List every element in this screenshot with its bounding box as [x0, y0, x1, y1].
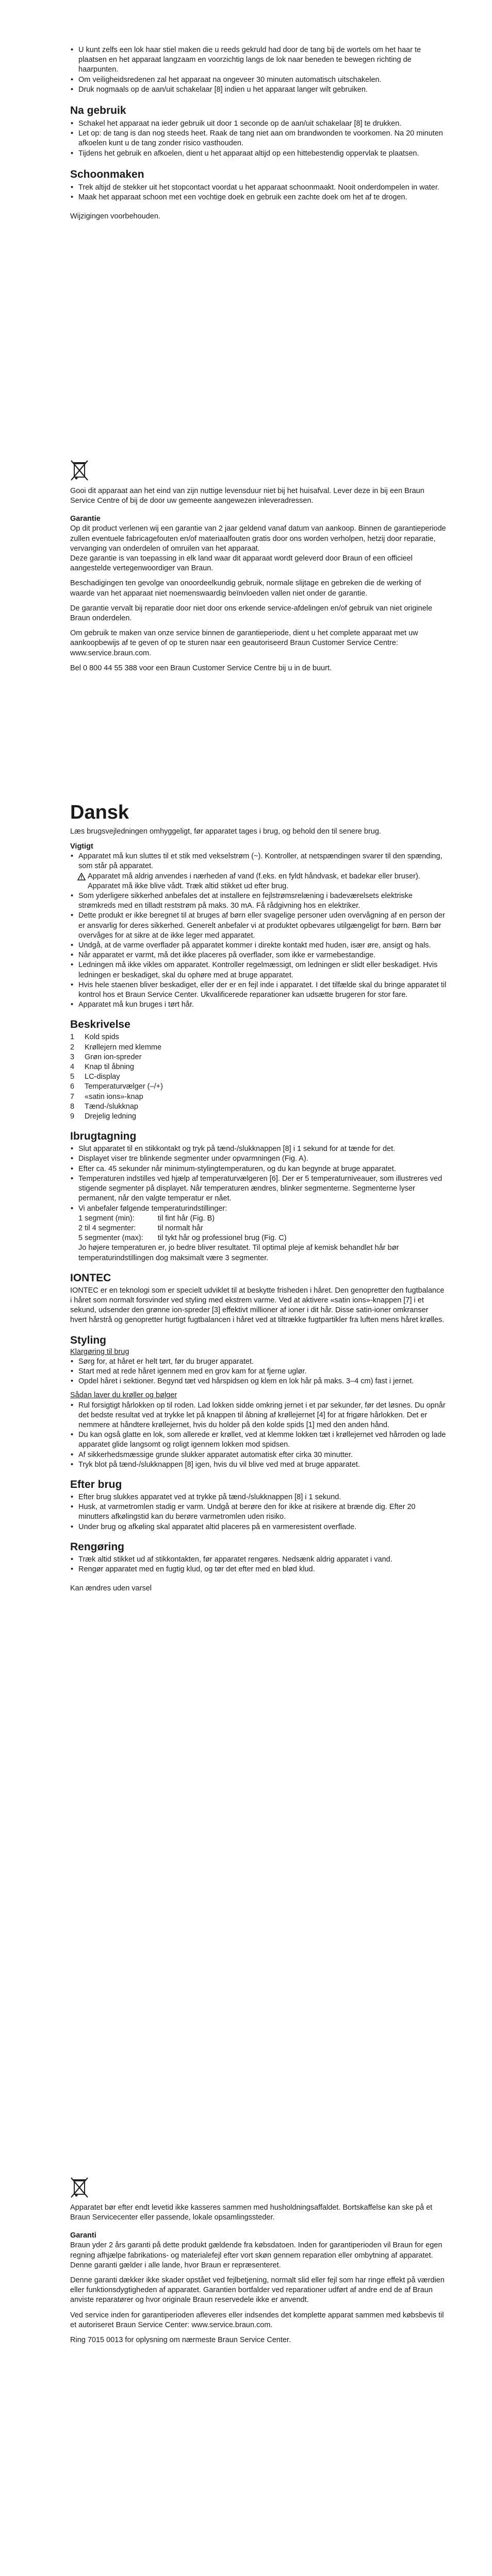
list-item: • Undgå, at de varme overflader på apparatet kommer i direkte kontakt med huden, især øre, ansigt og hals.	[70, 941, 447, 951]
list-item: • Trek altijd de stekker uit het stopcontact voordat u het apparaat schoonmaakt. Nooit onderdompelen in water.	[70, 183, 447, 193]
warranty-heading: Garantie	[70, 515, 101, 523]
table-row: 1 Kold spids	[70, 1033, 119, 1042]
warranty-paragraph: Denne garanti dækker ikke skader opstået ved fejlbetjening, normalt slid eller fejl som har ringe effekt på værdien eller funktionsdygtigheden af apparatet. Garantien bortfalder ved reparationer udført af andre end de af Braun anviste reparatører og hvor originale Braun reservedele ikke er anvendt.	[70, 2276, 445, 2304]
list-item: • Apparatet må kun bruges i tørt hår.	[70, 1000, 447, 1010]
table-row: 7 «satin ions»-knap	[70, 1092, 143, 1101]
list-item: • Efter ca. 45 sekunder når minimum-stylingtemperaturen, og du kan begynde at bruge apparatet.	[70, 1164, 447, 1174]
nl-schoonmaken-list	[70, 183, 447, 202]
list-item: • Træk altid stikket ud af stikkontakten, før apparatet rengøres. Nedsænk aldrig apparatet i vand.	[70, 1555, 447, 1565]
table-row: 8 Tænd-/slukknap	[70, 1102, 138, 1111]
list-item: • Opdel håret i sektioner. Begynd tæt ved hårspidsen og klem en lok hår på maks. 3–4 cm) fast i jernet.	[70, 1377, 447, 1386]
table-row: 2 til 4 segmenter: til normalt hår	[78, 1224, 203, 1232]
table-row: 1 segment (min): til fint hår (Fig. B)	[78, 1214, 215, 1223]
language-title-dansk: Dansk	[70, 802, 129, 823]
list-item: • Schakel het apparaat na ieder gebruik uit door 1 seconde op de aan/uit schakelaar [8] te drukken.	[70, 119, 447, 129]
list-item: • Rul forsigtigt hårlokken op til roden. Lad lokken sidde omkring jernet i et par sekunder, før det løsnes. Du opnår det bedste resultat ved at trykke let på knappen til åbning af krøllejernet [4] for at frigøre hårlokken. Det er nemmere at håndtere krøllejernet, hvis du holder på den kolde spids [1] med den anden hånd.	[70, 1401, 447, 1431]
list-item: • Når apparatet er varmt, må det ikke placeres på overflader, som ikke er varmebestandige.	[70, 951, 447, 960]
list-item: • Displayet viser tre blinkende segmenter under opvarmningen (Fig. A).	[70, 1154, 447, 1164]
list-item: • Apparatet må kun sluttes til et stik med vekselstrøm (~). Kontroller, at netspændingen svarer til den spænding, som står på apparatet.	[70, 852, 447, 871]
warranty-paragraph: Braun yder 2 års garanti på dette produkt gældende fra købsdatoen. Inden for garantiperioden vil Braun for egen regning afhjælpe fabrikations- og materialefejl efter vort skøn gennem reparation eller ombytning af apparatet. Denne garanti gælder i alle lande, hvor Braun er repræsenteret.	[70, 2241, 442, 2269]
wheelie-bin-crossed-icon	[70, 460, 89, 482]
da-section	[70, 801, 447, 1594]
disposal-text: Gooi dit apparaat aan het eind van zijn nuttige levensduur niet bij het huisafval. Lever deze in bij een Braun Service Centre of bij de door uw gemeente aangewezen inleveradressen.	[70, 487, 424, 505]
da-important-list-cont	[70, 891, 447, 1010]
temperature-table	[78, 1214, 287, 1244]
da-after-use-list	[70, 1493, 447, 1532]
table-row: 3 Grøn ion-spreder	[70, 1053, 142, 1061]
da-setup-list	[70, 1144, 447, 1213]
intro-text: Læs brugsvejledningen omhyggeligt, før apparatet tages i brug, og behold den til senere brug.	[70, 827, 381, 836]
da-cleaning-list	[70, 1555, 447, 1574]
list-item: • Ledningen må ikke vikles om apparatet. Kontroller regelmæssigt, om ledningen er slidt eller beskadiget. Hvis ledningen er beskadiget, skal du ophøre med at bruge apparatet.	[70, 960, 447, 980]
list-item: • Hvis hele staenen bliver beskadiget, eller der er en fejl inde i apparatet. I det tilfælde skal du bringe apparatet til kontrol hos et Braun Service Center. Ukvalificerede reparationer kan udsætte brugeren for stor fare.	[70, 980, 447, 1000]
list-item: • Om veiligheidsredenen zal het apparaat na ongeveer 30 minuten automatisch uitschakelen.	[70, 75, 447, 85]
da-styling-curls-list	[70, 1401, 447, 1470]
section-heading: Efter brug	[70, 1478, 122, 1490]
subheading: Sådan laver du krøller og bølger	[70, 1391, 177, 1400]
list-item: • Som yderligere sikkerhed anbefales det at installere en fejlstrømsrelæning i badeværelsets elektriske strømkreds med en tilladt reststrøm på maks. 30 mA. Få rådgivning hos en elektriker.	[70, 891, 447, 911]
table-row: 6 Temperaturvælger (–/+)	[70, 1082, 163, 1091]
wheelie-bin-crossed-icon	[70, 2177, 89, 2199]
list-item: • Tijdens het gebruik en afkoelen, dient u het apparaat altijd op een hittebestendig oppervlak te plaatsen.	[70, 149, 447, 159]
nl-section	[70, 45, 447, 222]
list-item: • U kunt zelfs een lok haar stiel maken die u reeds gekruld had door de tang bij de wortels om het haar te plaatsen en het apparaat langzaam en voorzichtig langs de lok naar beneden te bewegen richting de haarpunten.	[70, 45, 447, 75]
list-item: • Dette produkt er ikke beregnet til at bruges af børn eller svagelige personer uden overvågning af en person der er ansvarlig for deres sikkerhed. Generelt anbefaler vi at produktet opbevares utilgængeligt for børn. Børn bør overvåges for at sikre at de ikke leger med apparatet.	[70, 911, 447, 941]
section-heading: Ibrugtagning	[70, 1130, 137, 1143]
list-item: • Husk, at varmetromlen stadig er varm. Undgå at berøre den for ikke at risikere at brænde dig. Efter 20 minutters afkølingstid kan du berøre varmetromlen uden risiko.	[70, 1502, 447, 1522]
section-heading: Styling	[70, 1334, 107, 1346]
list-item: • Temperaturen indstilles ved hjælp af temperaturvælgeren [6]. Der er 5 temperaturniveauer, som illustreres ved stigende segmenter på displayet. Når temperaturen ændres, blinker segmenterne. Segmenterne lyser permanent, når den valgte temperatur er nået.	[70, 1174, 447, 1204]
warranty-paragraph: De garantie vervalt bij reparatie door niet door ons erkende service-afdelingen en/of gebruik van niet originele Braun onderdelen.	[70, 604, 433, 623]
description-table	[70, 1032, 163, 1122]
warning-item	[70, 872, 447, 891]
changes-notice: Wijzigingen voorbehouden.	[70, 212, 160, 221]
warranty-paragraph: Op dit product verlenen wij een garantie van 2 jaar geldend vanaf datum van aankoop. Binnen de garantieperiode zullen eventuele fabricagefouten en/of materiaalfouten gratis door ons worden verholpen, hetzij door reparatie, vervanging van onderdelen of omruilen van het apparaat.	[70, 524, 446, 553]
list-item: • Efter brug slukkes apparatet ved at trykke på tænd-/slukknappen [8] i 1 sekund.	[70, 1493, 447, 1502]
warranty-paragraph: Bel 0 800 44 55 388 voor een Braun Customer Service Centre bij u in de buurt.	[70, 664, 332, 672]
warranty-paragraph: Beschadigingen ten gevolge van onoordeelkundig gebruik, normale slijtage en gebreken die de werking of waarde van het apparaat niet noemenswaardig beïnvloeden vallen niet onder de garantie.	[70, 579, 421, 598]
table-row: 9 Drejelig ledning	[70, 1112, 136, 1121]
list-item: • Let op: de tang is dan nog steeds heet. Raak de tang niet aan om brandwonden te voorkomen. Na 20 minuten afkoelen kunt u de tang zonder risico vasthouden.	[70, 129, 447, 148]
table-row: 5 segmenter (max): til tykt hår og professionel brug (Fig. C)	[78, 1234, 287, 1243]
list-item: • Du kan også glatte en lok, som allerede er krøllet, ved at klemme lokken tæt i krøllejernet ved hårroden og lade apparatet glide langsomt og roligt igennem lokken mod spidsen.	[70, 1430, 447, 1450]
list-item: • Vi anbefaler følgende temperaturindstillinger:	[70, 1204, 447, 1214]
temperature-note: Jo højere temperaturen er, jo bedre bliver resultatet. Til optimal pleje af kemisk behandlet hår bør temperaturindstillingen dog maksimalt være 3 segmenter.	[78, 1244, 399, 1262]
list-item: • Maak het apparaat schoon met een vochtige doek en gebruik een zachte doek om het af te drogen.	[70, 193, 447, 202]
list-item: • Tryk blot på tænd-/slukknappen [8] igen, hvis du vil blive ved med at bruge apparatet.	[70, 1460, 447, 1470]
nl-na-gebruik-list	[70, 119, 447, 159]
table-row: 4 Knap til åbning	[70, 1063, 134, 1072]
list-item: • Druk nogmaals op de aan/uit schakelaar [8] indien u het apparaat langer wilt gebruiken.	[70, 85, 447, 95]
list-item: • Sørg for, at håret er helt tørt, før du bruger apparatet.	[70, 1357, 447, 1367]
table-row: 2 Krøllejern med klemme	[70, 1043, 162, 1052]
section-heading: Schoonmaken	[70, 168, 144, 180]
list-item: • Rengør apparatet med en fugtig klud, og tør det efter med en blød klud.	[70, 1565, 447, 1574]
warranty-heading: Garanti	[70, 2231, 96, 2240]
disposal-text: Apparatet bør efter endt levetid ikke kasseres sammen med husholdningsaffaldet. Bortskaffelse kan ske på et Braun Servicecenter eller passende, lokale opsamlingssteder.	[70, 2204, 433, 2222]
list-item: • Slut apparatet til en stikkontakt og tryk på tænd-/slukknappen [8] i 1 sekund for at tænde for det.	[70, 1144, 447, 1154]
da-styling-prep-list	[70, 1357, 447, 1387]
section-heading: IONTEC	[70, 1272, 111, 1284]
list-item: • Under brug og afkøling skal apparatet altid placeres på en varmeresistent overflade.	[70, 1522, 447, 1532]
section-heading: Rengøring	[70, 1540, 124, 1553]
warranty-paragraph: Om gebruik te maken van onze service binnen de garantieperiode, dient u het complete apparaat met uw aankoopbewijs af te geven of op te sturen naar een geautoriseerd Braun Customer Service Centre: www.service.braun.com.	[70, 629, 418, 657]
nl-warranty-section	[70, 486, 447, 673]
nl-intro-list	[70, 45, 447, 95]
da-warranty-section	[70, 2203, 447, 2345]
table-row: 5 LC-display	[70, 1073, 120, 1081]
subheading: Klargøring til brug	[70, 1347, 129, 1356]
important-heading: Vigtigt	[70, 842, 93, 851]
warning-text: Apparatet må aldrig anvendes i nærheden af vand (f.eks. en fyldt håndvask, et badekar eller bruser). Apparatet må ikke blive vådt. Træk altid stikket ud efter brug.	[88, 872, 420, 890]
warranty-paragraph: Ved service inden for garantiperioden afleveres eller indsendes det komplette apparat sammen med købsbevis til et autoriseret Braun Service Center: www.service.braun.com.	[70, 2311, 444, 2329]
section-heading: Beskrivelse	[70, 1019, 130, 1031]
section-heading: Na gebruik	[70, 105, 126, 117]
warranty-paragraph: Ring 7015 0013 for oplysning om nærmeste Braun Service Center.	[70, 2336, 291, 2345]
da-important-list	[70, 852, 447, 871]
list-item: • Start med at rede håret igennem med en grov kam for at fjerne uglør.	[70, 1367, 447, 1377]
iontec-text: IONTEC er en teknologi som er specielt udviklet til at beskytte frisheden i håret. Den genopretter den fugtbalance i håret som normalt forsvinder ved styling med ekstrem varme. Ved at aktivere «satin ions»-knappen [7] i et sekund, udsender den grønne ion-spreder [3] effektivt millioner af ioner i dit hår. Disse satin-ioner omkranser hvert hårstrå og genopretter hurtigt fugtbalancen i håret ved at tiltrække fugtpartikler fra luften mens håret krølles.	[70, 1286, 445, 1325]
warning-triangle-icon	[77, 873, 86, 880]
list-item: • Af sikkerhedsmæssige grunde slukker apparatet automatisk efter cirka 30 minutter.	[70, 1450, 447, 1460]
warranty-paragraph: Deze garantie is van toepassing in elk land waar dit apparaat wordt geleverd door Braun of een officieel aangestelde vertegenwoordiger van Braun.	[70, 554, 413, 573]
changes-notice: Kan ændres uden varsel	[70, 1584, 152, 1593]
